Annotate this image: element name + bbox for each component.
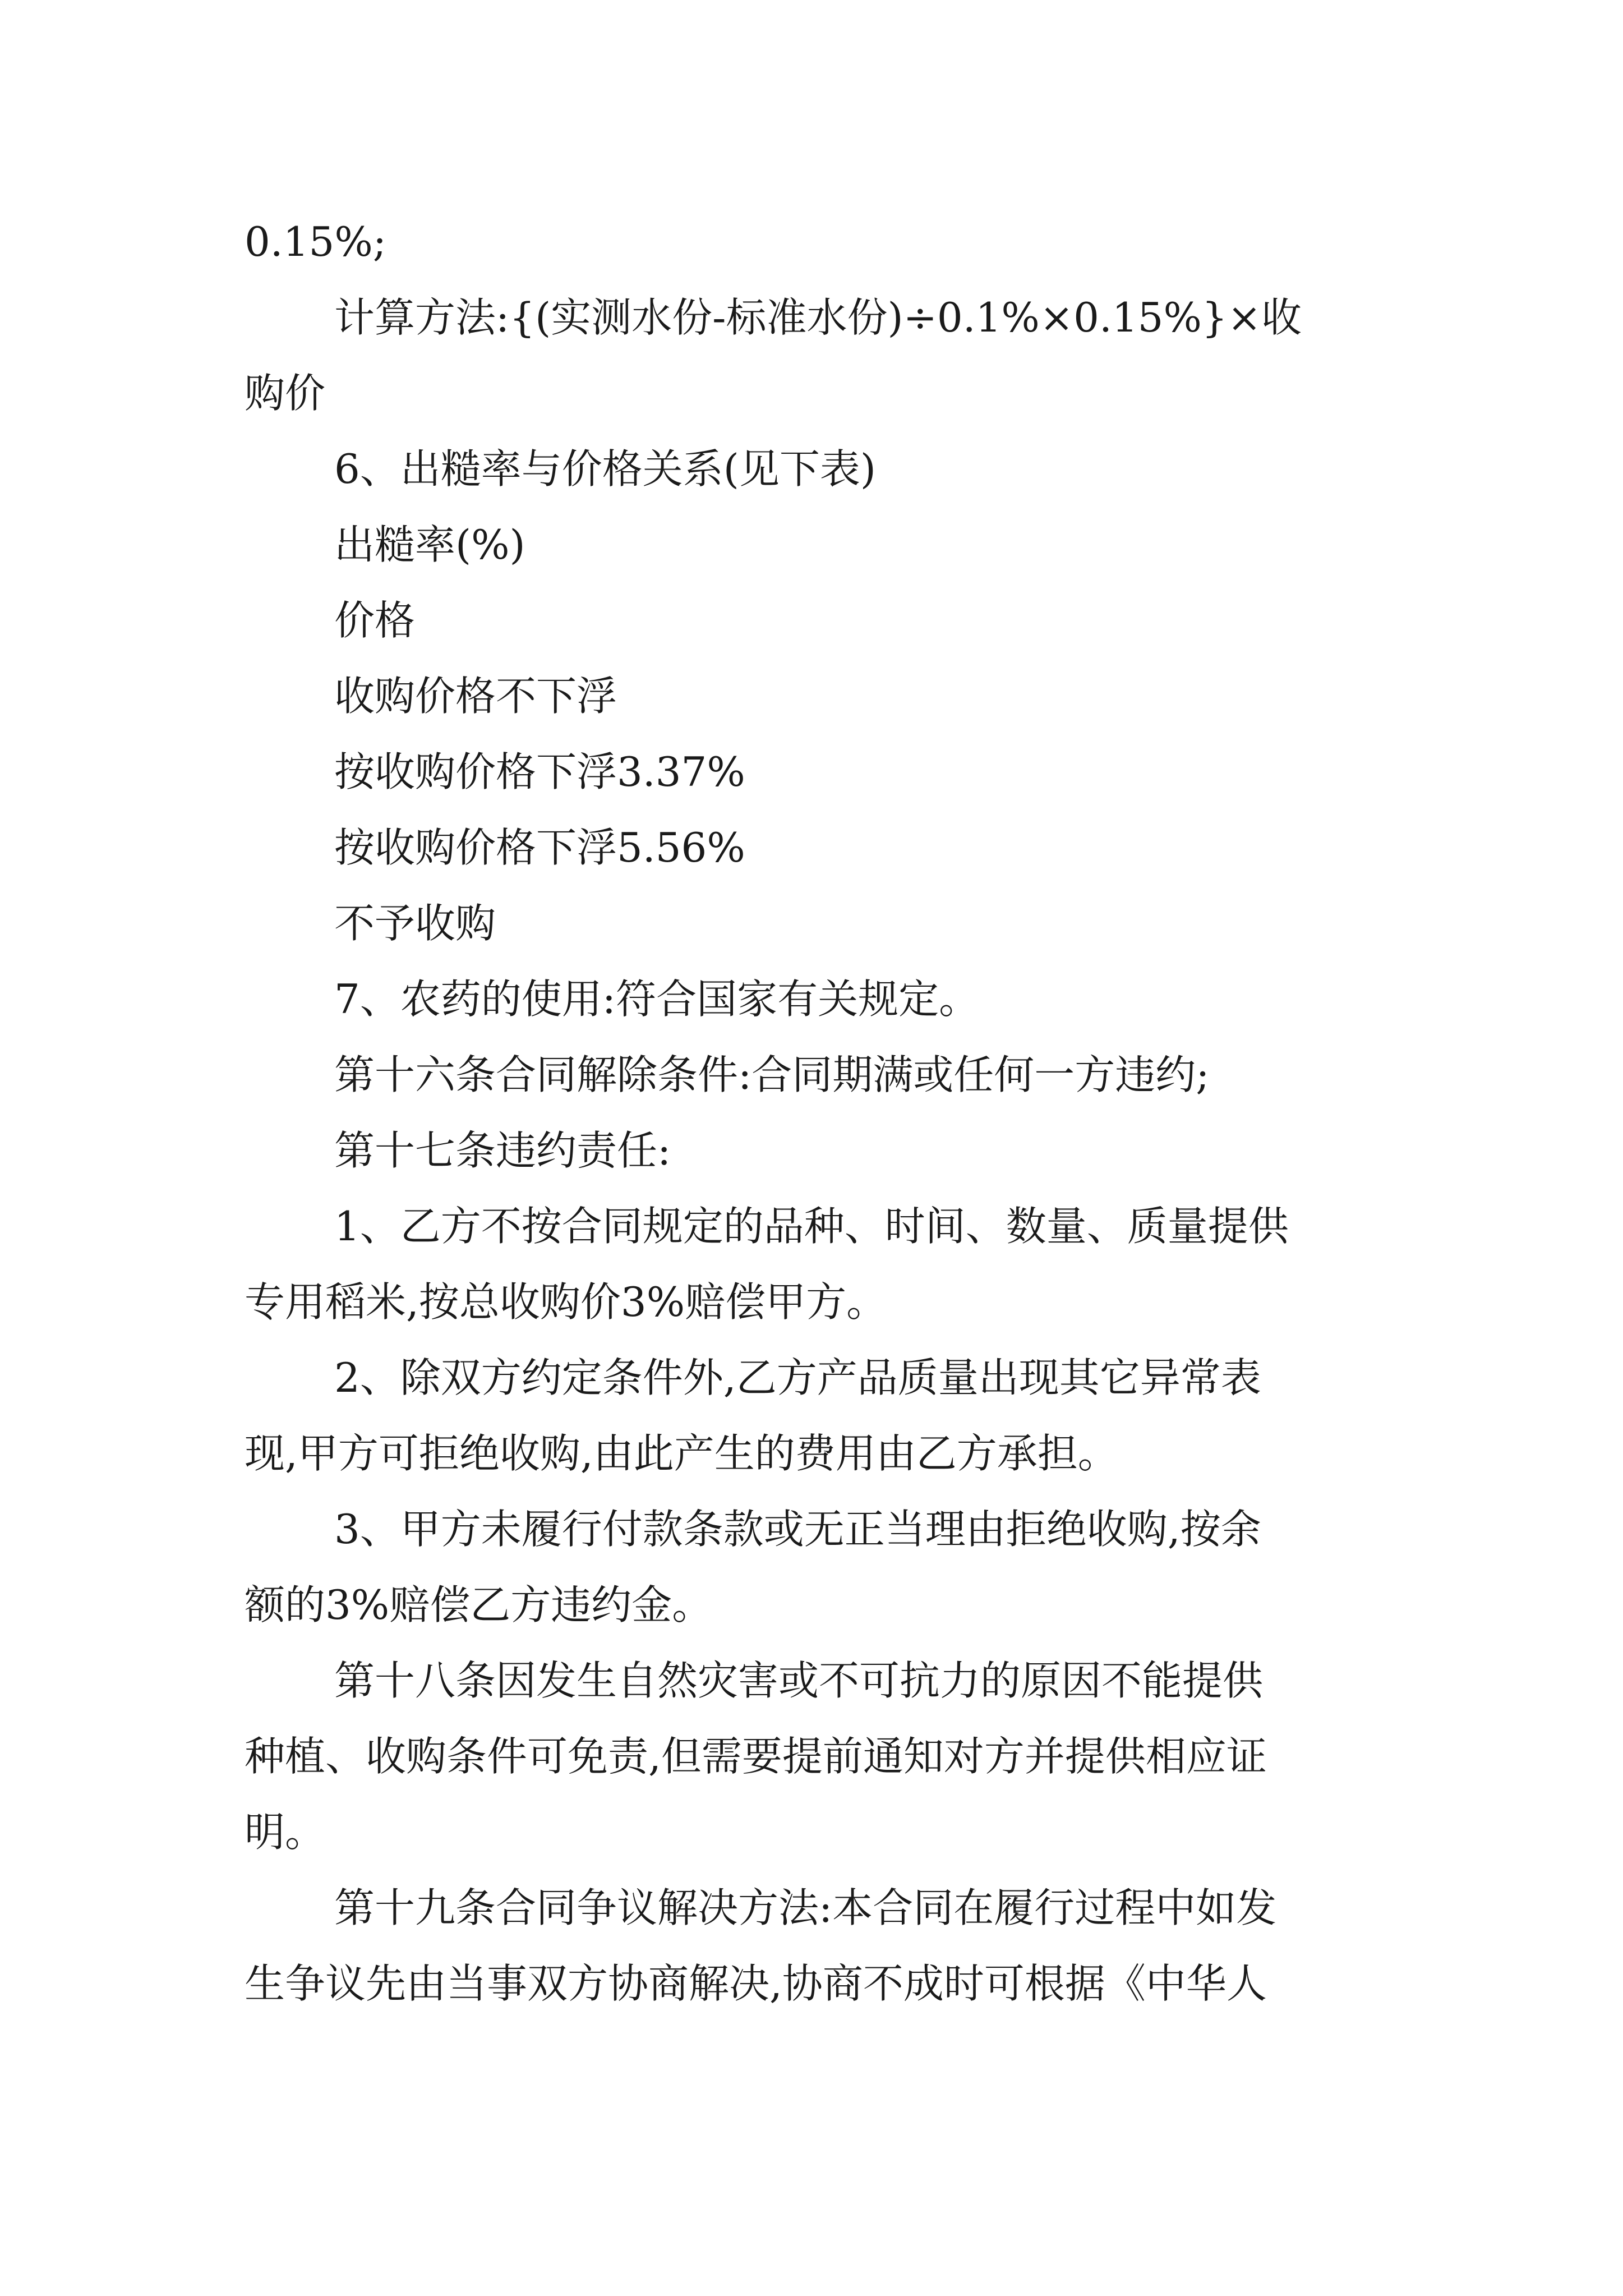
text-line: 收购价格不下浮 — [334, 673, 617, 720]
text-line: 价格 — [334, 597, 416, 644]
text-line: 按收购价格下浮5.56% — [334, 824, 745, 871]
text-line: 种植、收购条件可免责,但需要提前通知对方并提供相应证 — [245, 1733, 1267, 1780]
text-line: 1、乙方不按合同规定的品种、时间、数量、质量提供 — [334, 1203, 1289, 1250]
text-line: 计算方法:{(实测水份-标准水份)÷0.1%×0.15%}×收 — [334, 294, 1302, 341]
text-line: 明。 — [245, 1809, 326, 1856]
text-line: 第十七条违约责任: — [334, 1127, 671, 1174]
text-line: 第十六条合同解除条件:合同期满或任何一方违约; — [334, 1051, 1210, 1098]
text-line: 2、除双方约定条件外,乙方产品质量出现其它异常表 — [334, 1354, 1261, 1401]
text-line: 现,甲方可拒绝收购,由此产生的费用由乙方承担。 — [245, 1430, 1118, 1477]
text-line: 购价 — [245, 370, 326, 417]
text-line: 0.15%; — [245, 218, 386, 265]
text-line: 按收购价格下浮3.37% — [334, 748, 745, 795]
text-line: 第十九条合同争议解决方法:本合同在履行过程中如发 — [334, 1884, 1277, 1931]
text-line: 出糙率(%) — [334, 521, 525, 568]
text-line: 额的3%赔偿乙方违约金。 — [245, 1581, 713, 1628]
text-line: 专用稻米,按总收购价3%赔偿甲方。 — [245, 1278, 887, 1326]
text-line: 6、出糙率与价格关系(见下表) — [334, 445, 876, 493]
text-line: 7、农药的使用:符合国家有关规定。 — [334, 976, 980, 1023]
text-line: 不予收购 — [334, 900, 496, 947]
text-line: 生争议先由当事双方协商解决,协商不成时可根据《中华人 — [245, 1960, 1267, 2007]
text-line: 3、甲方未履行付款条款或无正当理由拒绝收购,按余 — [334, 1506, 1261, 1553]
text-line: 第十八条因发生自然灾害或不可抗力的原因不能提供 — [334, 1657, 1264, 1704]
